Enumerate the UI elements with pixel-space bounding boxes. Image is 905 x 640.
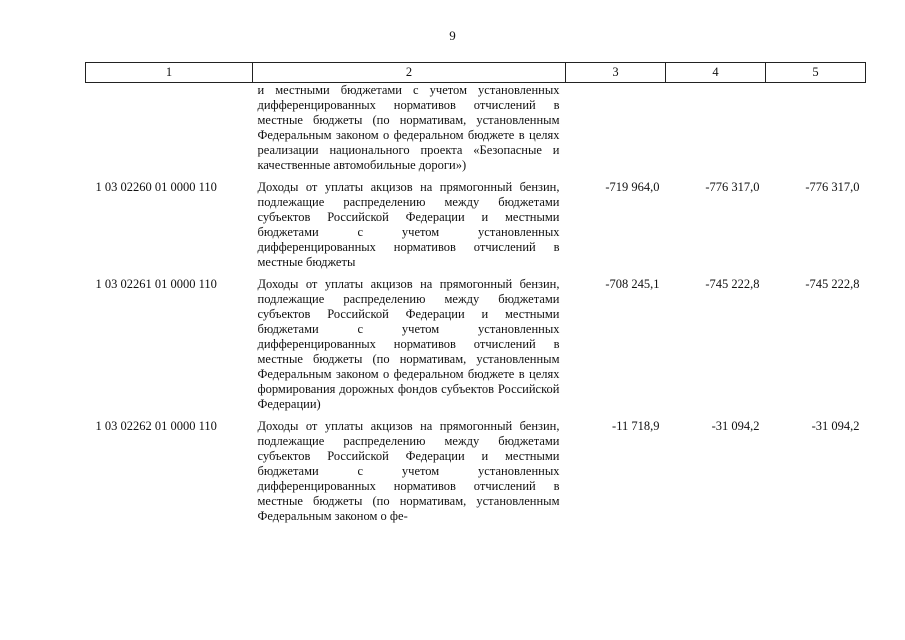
header-col-3: 3 xyxy=(566,63,666,83)
revenue-description: Доходы от уплаты акцизов на прямогонный бензин, подлежащие распределению между бюджетами субъектов Российской Федерации и местными бюджетами с учетом установленных дифференцированных нормативов отчислений в местные бюджеты xyxy=(257,180,560,269)
budget-code: 1 03 02261 01 0000 110 xyxy=(95,277,217,291)
header-col-2: 2 xyxy=(253,63,566,83)
table-row xyxy=(86,419,866,531)
page-number: 9 xyxy=(449,28,456,43)
value-col-4 xyxy=(666,83,766,181)
value-col-5: -745 222,8 xyxy=(805,277,860,291)
table-row xyxy=(86,83,866,181)
header-col-1: 1 xyxy=(86,63,253,83)
budget-code: 1 03 02262 01 0000 110 xyxy=(95,419,217,433)
value-col-5 xyxy=(766,83,866,181)
value-col-4: -745 222,8 xyxy=(705,277,760,291)
value-col-5: -31 094,2 xyxy=(811,419,860,433)
budget-code: 1 03 02260 01 0000 110 xyxy=(95,180,217,194)
revenue-description: Доходы от уплаты акцизов на прямогонный бензин, подлежащие распределению между бюджетами субъектов Российской Федерации и местными бюджетами с учетом установленных дифференцированных нормативов отчислений в местные бюджеты (по нормативам, установленным Федеральным законом о федеральном бюджете в целях формирования дорожных фондов субъектов Российской Федерации) xyxy=(257,277,560,411)
revenue-description: и местными бюджетами с учетом установленных дифференцированных нормативов отчислений в местные бюджеты (по нормативам, установленным Федеральным законом о федеральном бюджете в целях реализации национального проекта «Безопасные и качественные автомобильные дороги») xyxy=(257,83,560,172)
revenue-description: Доходы от уплаты акцизов на прямогонный бензин, подлежащие распределению между бюджетами субъектов Российской Федерации и местными бюджетами с учетом установленных дифференцированных нормативов отчислений в местные бюджеты (по нормативам, установленным Федеральным законом о фе- xyxy=(257,419,560,523)
value-col-5: -776 317,0 xyxy=(805,180,860,194)
budget-revenue-table xyxy=(85,62,866,531)
value-col-3: -11 718,9 xyxy=(612,419,660,433)
value-col-3: -719 964,0 xyxy=(605,180,660,194)
value-col-4: -31 094,2 xyxy=(711,419,760,433)
table-header xyxy=(86,63,866,83)
value-col-4: -776 317,0 xyxy=(705,180,760,194)
table-body xyxy=(86,83,866,532)
value-col-3 xyxy=(566,83,666,181)
table-row xyxy=(86,180,866,277)
budget-code xyxy=(86,83,253,181)
header-col-5: 5 xyxy=(766,63,866,83)
header-col-4: 4 xyxy=(666,63,766,83)
value-col-3: -708 245,1 xyxy=(605,277,660,291)
table-row xyxy=(86,277,866,419)
